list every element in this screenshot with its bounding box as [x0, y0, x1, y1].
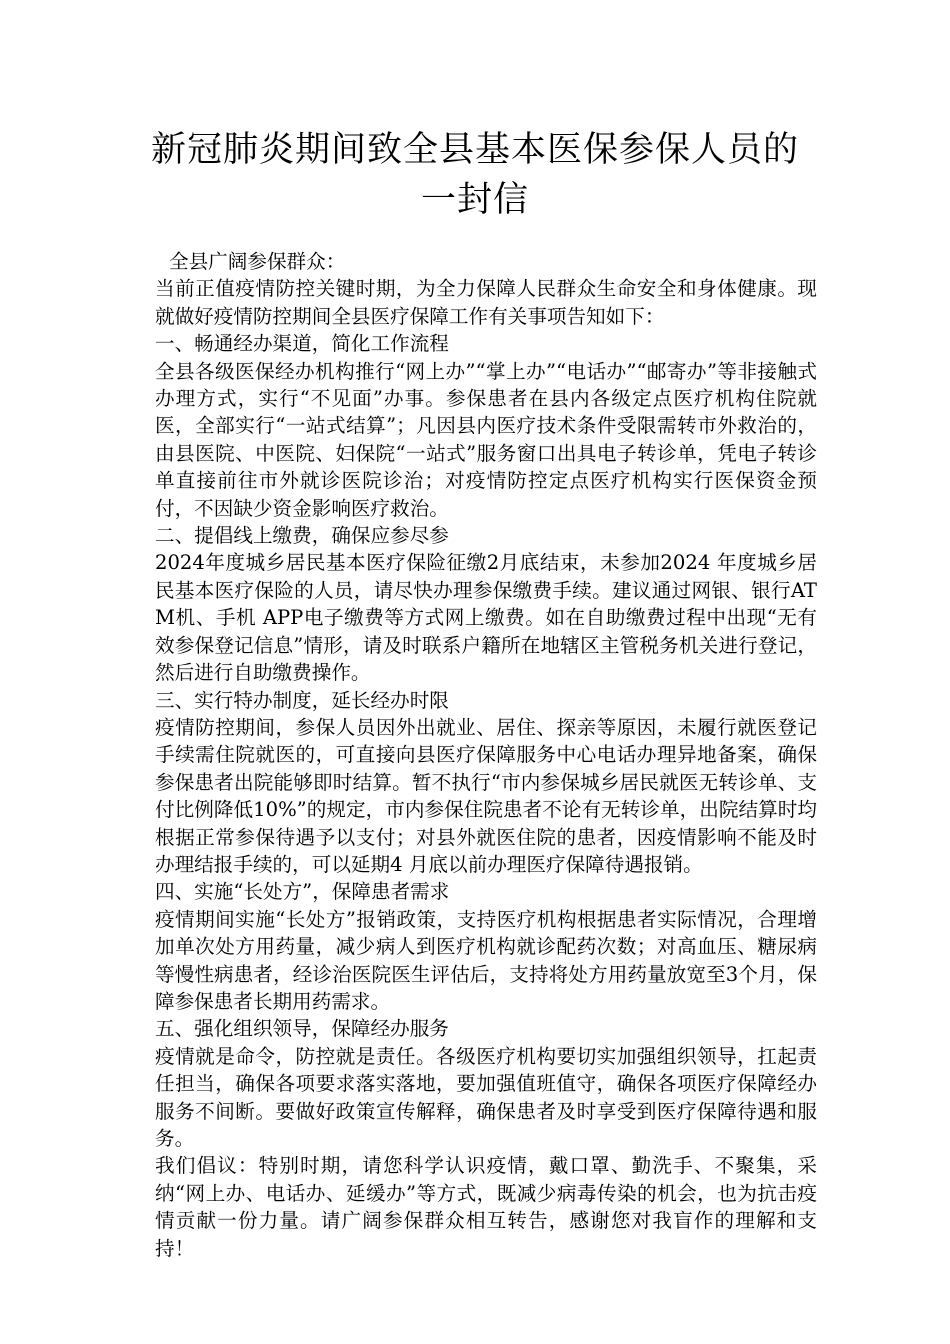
- section-body-1: 全县各级医保经办机构推行“网上办”“掌上办”“电话办”“邮寄办”等非接触式办理方式，实行“不见面”办事。参保患者在县内各级定点医疗机构住院就医，全部实行“一站式结算”；凡因县内医疗技术条件受限需转市外救治的， 由县医院、中医院、妇保院“一站式”服务窗口出具电子转诊单，凭电子转诊单直接前往市外就诊医院诊治；对疫情防控定点医疗机构实行医保资金预付，不因缺少资金影响医疗救治。: [155, 359, 817, 520]
- intro-paragraph: 当前正值疫情防控关键时期，为全力保障人民群众生命安全和身体健康。现就做好疫情防控期间全县医疗保障工作有关事项告知如下：: [155, 277, 817, 328]
- section-body-5: 疫情就是命令，防控就是责任。各级医疗机构要切实加强组织领导，扛起责任担当，确保各项要求落实落地，要加强值班值守，确保各项医疗保障经办服务不间断。要做好政策宣传解释，确保患者及时享受到医疗保障待遇和服务。: [155, 1044, 817, 1150]
- section-body-3: 疫情防控期间，参保人员因外出就业、居住、探亲等原因，未履行就医登记手续需住院就医的，可直接向县医疗保障服务中心电话办理异地备案，确保参保患者出院能够即时结算。暂不执行“市内参保城乡居民就医无转诊单、支付比例降低10%”的规定，市内参保住院患者不论有无转诊单，出院结算时均根据正常参保待遇予以支付；对县外就医住院的患者，因疫情影响不能及时办理结报手续的，可以延期4 月底以前办理医疗保障待遇报销。: [155, 715, 817, 876]
- section-body-4: 疫情期间实施“长处方”报销政策，支持医疗机构根据患者实际情况，合理增加单次处方用药量，减少病人到医疗机构就诊配药次数；对高血压、糖尿病等慢性病患者，经诊治医院医生评估后，支持将处方用药量放宽至3个月，保障参保患者长期用药需求。: [155, 907, 817, 1013]
- salutation: 全县广阔参保群众：: [169, 250, 346, 273]
- document-title: [100, 125, 850, 225]
- section-heading-2: 二、提倡线上缴费，确保应参尽参: [155, 524, 449, 548]
- section-heading-1: 一、畅通经办渠道，简化工作流程: [155, 332, 449, 356]
- title-line-2: 一封信: [420, 180, 529, 220]
- section-heading-5: 五、强化组织领导，保障经办服务: [155, 1017, 449, 1041]
- closing-paragraph: 我们倡议：特别时期，请您科学认识疫情，戴口罩、勤洗手、不聚集，采纳“网上办、电话办、延缓办”等方式，既减少病毒传染的机会，也为抗击疫情贡献一份力量。请广阔参保群众相互转告，感谢您对我盲作的理解和支持！: [155, 1154, 817, 1260]
- section-heading-3: 三、实行特办制度，延长经办时限: [155, 688, 449, 712]
- section-body-2: 2024年度城乡居民基本医疗保险征缴2月底结束，未参加2024 年度城乡居民基本医疗保险的人员，请尽快办理参保缴费手续。建议通过网银、银行ATM机、手机 APP电子缴费等方式网上缴费。如在自助缴费过程中出现“无有效参保登记信息”情形，请及时联系户籍所在地辖区主管税务机关进行登记，然后进行自助缴费操作。: [155, 551, 817, 685]
- letter-body: [145, 248, 817, 1262]
- title-line-1: 新冠肺炎期间致全县基本医保参保人员的: [150, 130, 799, 170]
- section-heading-4: 四、实施“长处方”，保障患者需求: [155, 880, 450, 904]
